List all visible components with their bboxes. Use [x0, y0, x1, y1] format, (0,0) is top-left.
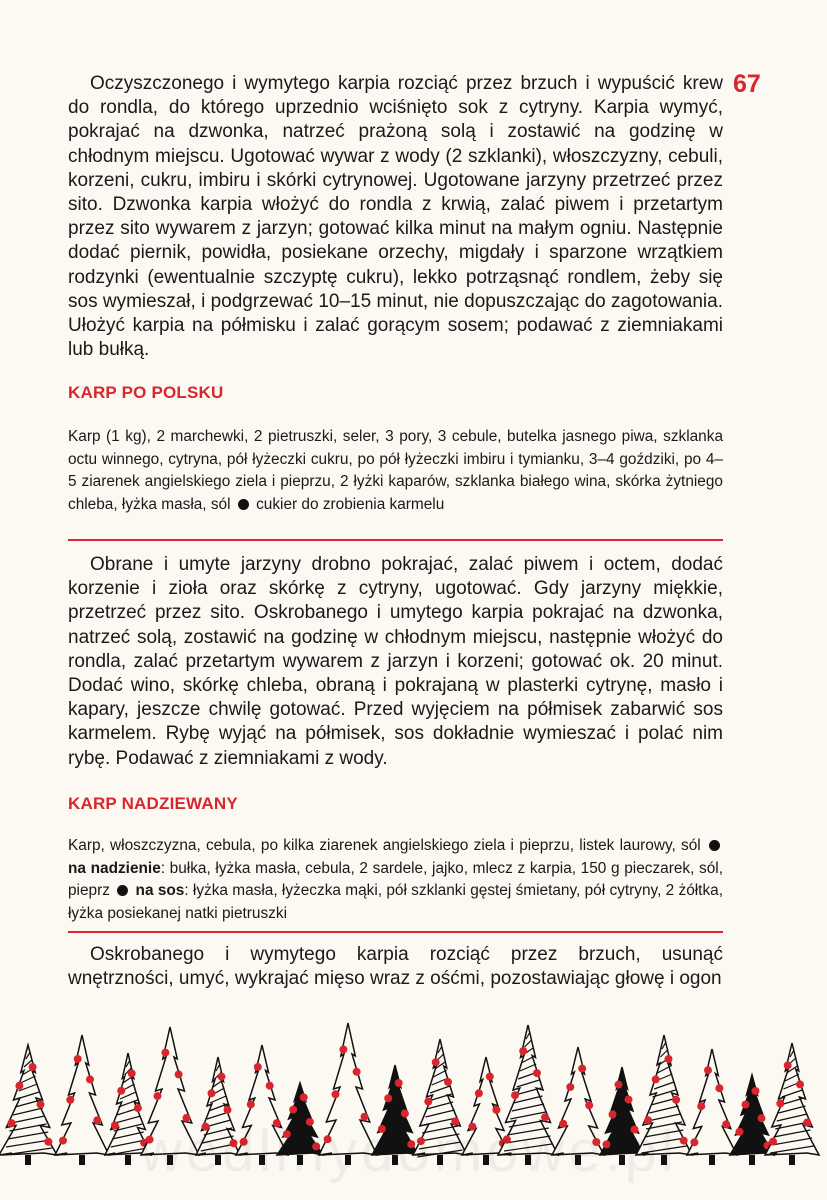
filling-label: na nadzienie — [68, 859, 161, 877]
christmas-tree-icon — [55, 1035, 109, 1165]
ingredients-main: Karp (1 kg), 2 marchewki, 2 pietruszki, seler, 3 pory, 3 cebule, butelka jasnego piwa, szklanka octu winnego, cytryna, pół łyżeczki cukru, po pół łyżeczki imbiru i tymianku, 3–4 goździki, po 4–5 ziarenek angielskiego ziela i pieprzu, 2 łyżki kaparów, szklanka białego wina, skórka żytniego chleba, łyżka masła, sól — [68, 428, 723, 513]
bullet-icon — [238, 499, 249, 510]
bullet-icon — [117, 885, 128, 896]
watermark: wedlinydomowe.pl — [140, 1119, 678, 1184]
sauce-label: na sos — [135, 882, 185, 900]
ingredients-main: Karp, włoszczyzna, cebula, po kilka ziarenek angielskiego ziela i pieprzu, listek laurowy, sól — [68, 837, 701, 854]
page-number: 67 — [733, 70, 761, 98]
divider — [68, 539, 723, 541]
christmas-tree-icon — [0, 1045, 57, 1165]
recipe-title-karp-po-polsku: KARP PO POLSKU — [68, 383, 224, 402]
christmas-tree-icon — [687, 1049, 737, 1165]
recipe-title-karp-nadziewany: KARP NADZIEWANY — [68, 794, 238, 813]
divider — [68, 931, 723, 933]
ingredients-karp-nadziewany — [68, 835, 723, 925]
method-karp-nadziewany: Oskrobanego i wymytego karpia rozciąć przez brzuch, usunąć wnętrzności, umyć, wykrajać mięso wraz z ośćmi, pozostawiając głowę i ogon — [68, 944, 723, 990]
ingredients-karp-po-polsku — [68, 426, 723, 516]
bullet-icon — [709, 840, 720, 851]
ingredients-extra: cukier do zrobienia karmelu — [256, 495, 445, 513]
sauce-ingredients: : łyżka masła, łyżeczka mąki, pół szklanki gęstej śmietany, pół cytryny, 2 żółtka, łyżka posiekanej natki pietruszki — [68, 882, 723, 922]
intro-paragraph: Oczyszczonego i wymytego karpia rozciąć przez brzuch i wypuścić krew do rondla, do którego uprzednio wciśnięto sok z cytryny. Karpia wymyć, pokrajać na dzwonka, natrzeć prażoną solą i zostawić na godzinę w chłodnym miejscu. Ugotować wywar z wody (2 szklanki), włoszczyzny, cebuli, korzeni, cukru, imbiru i skórki cytrynowej. Ugotowane jarzyny przetrzeć przez sito. Dzwonka karpia włożyć do rondla z krwią, zalać piwem i przetartym przez sito wywarem z jarzyn; gotować kilka minut na małym ogniu. Następnie dodać piernik, powidła, posiekane orzechy, migdały i sparzone wrzątkiem rodzynki (ewentualnie szczyptę cukru), lekko potrząsnąć rondlem, żeby się sos wymieszał, i podgrzewać 10–15 minut, nie dopuszczając do zagotowania. Ułożyć karpia na półmisku i zalać gorącym sosem; podawać z ziemniakami lub bułką. — [68, 73, 723, 361]
christmas-tree-icon — [765, 1043, 819, 1165]
filling-ingredients: : bułka, łyżka masła, cebula, 2 sardele, jajko, mlecz z karpia, 150 g pieczarek, sól, pieprz — [68, 859, 723, 900]
method-karp-po-polsku: Obrane i umyte jarzyny drobno pokrajać, zalać piwem i octem, dodać korzenie i zioła oraz skórkę z cytryny, ugotować. Gdy jarzyny miękkie, przetrzeć przez sito. Oskrobanego i umytego karpia pokrajać na dzwonka, natrzeć solą, zostawić na godzinę w chłodnym miejscu, następnie włożyć do rondla, zalać przetartym wywarem z jarzyn i korzeni; gotować ok. 20 minut. Dodać wino, skórkę chleba, obraną i pokrajaną w plasterki cytrynę, masło i kapary, jeszcze chwilę gotować. Przed wyjęciem na półmisek zabarwić sos karmelem. Rybę wyjąć na półmisek, sos dokładnie wymieszać i polać nim rybę. Podawać z ziemniakami z wody. — [68, 554, 723, 769]
